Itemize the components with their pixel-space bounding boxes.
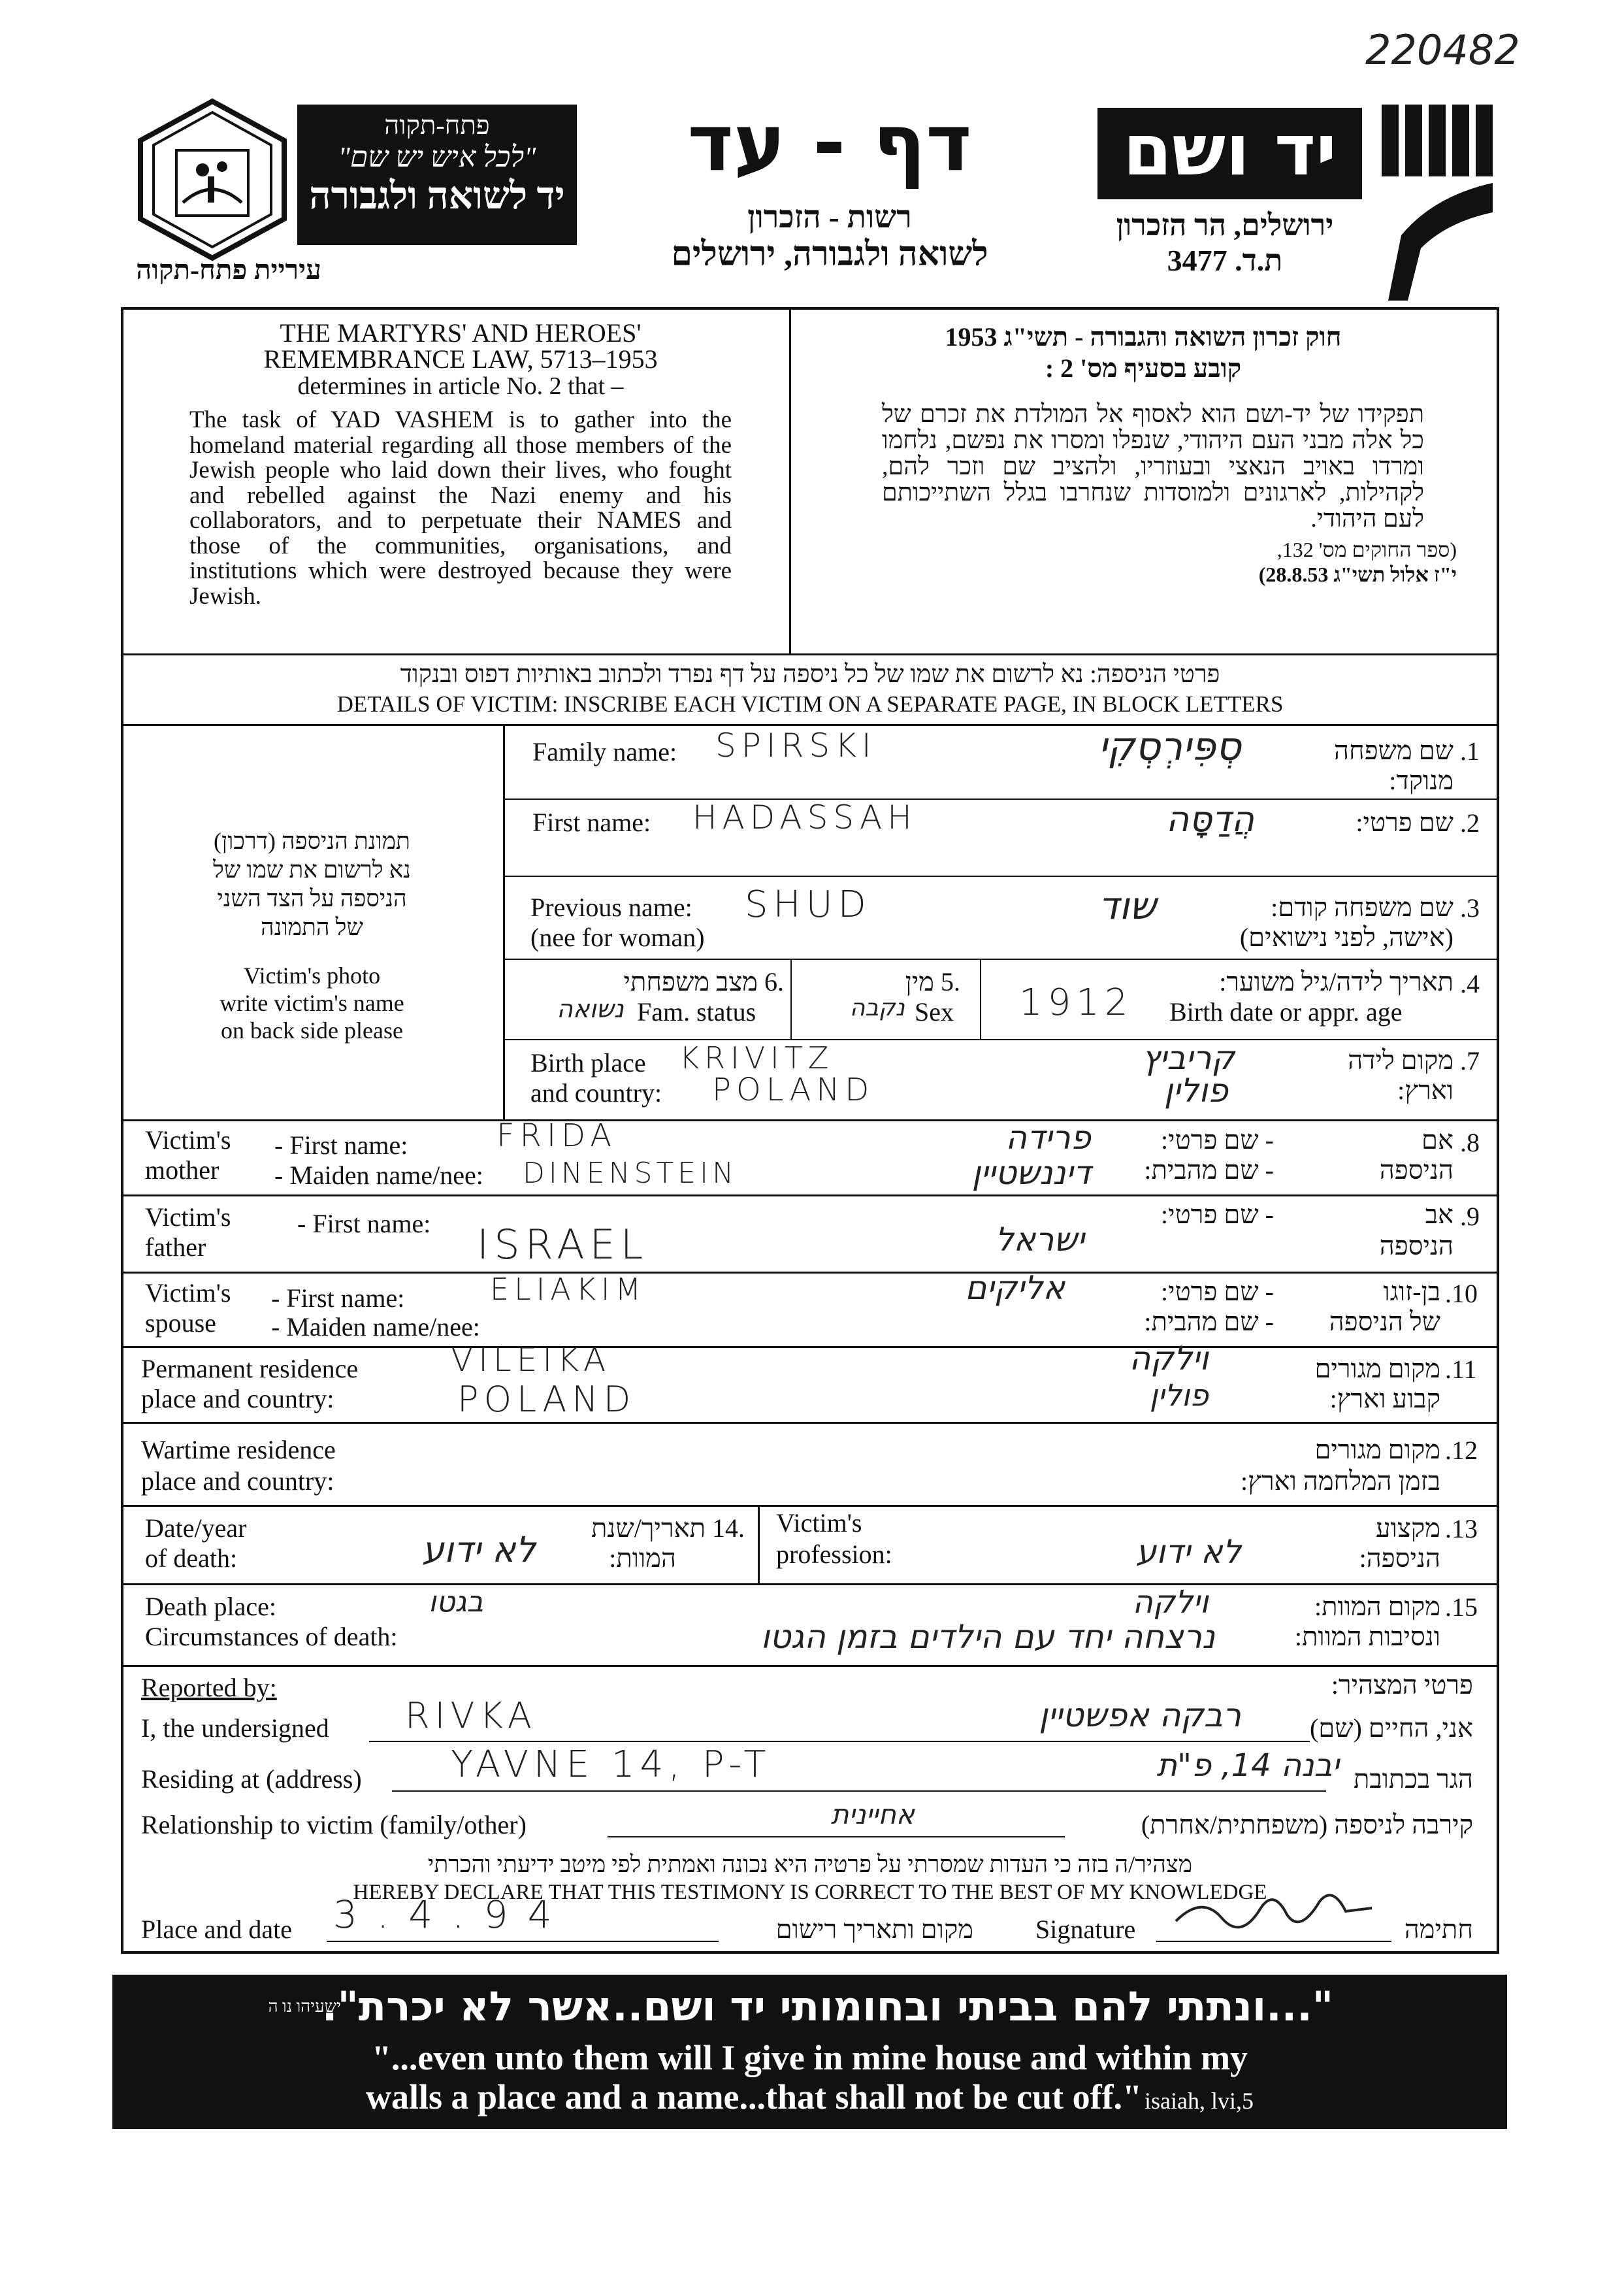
field13-he-label2: הניספה:	[1359, 1543, 1440, 1573]
field13-number: .13	[1445, 1514, 1478, 1543]
city-municipality: עיריית פתח-תקוה	[136, 255, 321, 286]
field1-en-label: Family name:	[532, 737, 677, 766]
field14-en-label2: of death:	[145, 1543, 238, 1573]
reporter-en-rel-label: Relationship to victim (family/other)	[141, 1810, 527, 1839]
footer-en-ref: isaiah, lvi,5	[1145, 2088, 1254, 2114]
photo-he2: נא לרשום את שמו של	[213, 857, 411, 883]
field9-en-label1: Victim's	[145, 1202, 231, 1232]
law-english	[189, 320, 732, 609]
photo-en1: Victim's photo	[243, 963, 381, 989]
document-number: 220482	[1365, 26, 1520, 74]
reporter-he-title: פרטי המצהיר:	[1331, 1670, 1473, 1700]
reporter-rel-line	[608, 1836, 1065, 1837]
city-yad: יד לשואה ולגבורה	[309, 174, 565, 217]
field8-en-maiden-label: - Maiden name/nee:	[274, 1161, 483, 1190]
city-name: פתח-תקוה	[384, 110, 490, 140]
field12-number: .12	[1445, 1436, 1478, 1465]
field9-he-label2: הניספה	[1379, 1231, 1453, 1260]
field4-en-label: Birth date or appr. age	[1169, 997, 1403, 1027]
field6-he-label: מצב משפחתי	[623, 967, 758, 996]
field11-en-label1: Permanent residence	[141, 1354, 359, 1383]
details-bottom-line	[121, 724, 1499, 726]
field1-value-he[interactable]: סְפִּירְסְקִי	[1098, 724, 1241, 770]
law-he-ref2: י"ז אלול תשי"ג 28.8.53)	[1258, 563, 1457, 586]
footer-he-ref: ישעיהו נו ה	[268, 1997, 341, 2016]
law-he-ref1: (ספר החוקים מס' 132,	[1276, 538, 1457, 561]
field10-en-first-label: - First name:	[271, 1283, 405, 1313]
field8-maiden-value-he[interactable]: דיננשטיין	[971, 1154, 1091, 1192]
reporter-sig-line	[1156, 1941, 1391, 1942]
reporter-addr-line	[392, 1790, 1326, 1792]
field13-he-label1: מקצוע	[1376, 1513, 1440, 1543]
field8-he-first-label: - שם פרטי:	[1161, 1125, 1274, 1155]
field2-number: .2	[1460, 808, 1480, 838]
field1-value[interactable]: SPIRSKI	[715, 727, 877, 765]
field10-he-label2: של הניספה	[1329, 1307, 1440, 1336]
field9-number: .9	[1460, 1202, 1480, 1231]
field15-circumstances-he[interactable]: נרצחה יחד עם הילדים בזמן הגטו	[760, 1618, 1215, 1656]
field4-line	[503, 1039, 1499, 1040]
field11-he-label1: מקום מגורים	[1314, 1354, 1440, 1383]
field10-line	[121, 1346, 1499, 1348]
field11-value2-he[interactable]: פולין	[1149, 1377, 1209, 1413]
reporter-place-line	[327, 1941, 719, 1942]
field1-he-label1: שם משפחה	[1334, 736, 1453, 765]
field10-en-label2: spouse	[145, 1308, 216, 1338]
field8-he-label2: הניספה	[1379, 1155, 1453, 1185]
field8-number: .8	[1460, 1128, 1480, 1157]
field14-he-label2: המוות:	[609, 1543, 676, 1573]
field5-value[interactable]: נקבה	[849, 995, 905, 1021]
reporter-he-rel-label: קירבה לניספה (משפחתית/אחרת)	[1141, 1810, 1473, 1839]
field13-value-he[interactable]: לא ידוע	[1135, 1533, 1241, 1571]
field8-he-label1: אם	[1421, 1125, 1453, 1155]
field14-he-label: תאריך/שנת	[591, 1513, 706, 1543]
field12-line	[121, 1505, 1499, 1507]
reporter-he-addr-label: הגר בכתובת	[1354, 1764, 1473, 1794]
law-divider	[789, 307, 791, 653]
field13-en-label1: Victim's	[776, 1508, 862, 1538]
field3-en-label2: (nee for woman)	[530, 923, 705, 952]
reporter-addr-value[interactable]: YAVNE 14, P-T	[451, 1743, 771, 1786]
footer-en-line2-text: walls a place and a name...that shall not be cut off."	[365, 2077, 1143, 2116]
footer-band	[112, 1975, 1507, 2129]
field11-value2[interactable]: POLAND	[457, 1379, 636, 1420]
field10-he-first-label: - שם פרטי:	[1161, 1277, 1274, 1306]
field13-line	[121, 1583, 1499, 1585]
field6-en-label: Fam. status	[637, 997, 756, 1027]
details-english: DETAILS OF VICTIM: INSCRIBE EACH VICTIM ON A SEPARATE PAGE, IN BLOCK LETTERS	[336, 691, 1284, 717]
field10-he-maiden-label: - שם מהבית:	[1144, 1307, 1274, 1336]
field10-first-value-he[interactable]: אליקים	[965, 1269, 1065, 1307]
field9-he-first-label: - שם פרטי:	[1161, 1200, 1274, 1229]
reporter-date-value[interactable]: 3.4.94	[333, 1892, 572, 1937]
field15-en-label2: Circumstances of death:	[145, 1622, 398, 1651]
field7-value1[interactable]: KRIVITZ	[679, 1040, 834, 1076]
field15-number: .15	[1445, 1592, 1478, 1622]
photo-instructions-en	[131, 962, 493, 1044]
field14-he-label1	[549, 1513, 745, 1543]
field9-en-first-label: - First name:	[297, 1209, 431, 1238]
field8-first-value-he[interactable]: פרידה	[1005, 1119, 1091, 1157]
field11-he-label2: קבוע וארץ:	[1329, 1384, 1440, 1413]
footer-en-line2	[112, 2077, 1507, 2117]
field10-number: .10	[1445, 1279, 1478, 1308]
field4-number: .4	[1460, 969, 1480, 998]
field12-he-label2: בזמן המלחמה וארץ:	[1241, 1466, 1440, 1496]
photo-he4: של התמונה	[261, 914, 363, 940]
field5-label-he	[849, 967, 960, 997]
field9-first-value[interactable]: ISRAEL	[477, 1221, 649, 1268]
yad-vashem-flame-logo	[1369, 98, 1506, 307]
reporter-en-declaration: HEREBY DECLARE THAT THIS TESTIMONY IS CORRECT TO THE BEST OF MY KNOWLEDGE	[353, 1881, 1267, 1904]
field3-number: .3	[1460, 893, 1480, 923]
field3-value[interactable]: SHUD	[745, 883, 871, 926]
field5-left-divider	[790, 959, 792, 1039]
field7-he-label2: וארץ:	[1397, 1076, 1453, 1105]
field6-number: .6	[764, 967, 784, 996]
law-he-title2: קובע בסעיף מס' 2 :	[1045, 354, 1242, 383]
center-line1: רשות - הזכרון	[747, 200, 912, 235]
reporter-en-sig-label: Signature	[1035, 1915, 1136, 1944]
reporter-en-title: Reported by:	[141, 1673, 277, 1702]
field9-he-label1: אב	[1425, 1200, 1453, 1229]
details-hebrew: פרטי הניספה: נא לרשום את שמו של כל ניספה על דף נפרד ולכתוב באותיות דפוס ובנקוד	[400, 661, 1220, 688]
field1-he-label2: מנוקד:	[1389, 766, 1453, 795]
reporter-he-declaration: מצהיר/ה בזה כי העדות שמסרתי על פרטיה היא נכונה ואמתית לפי מיטב ידיעתי והכרתי	[427, 1851, 1193, 1877]
law-en-title1: THE MARTYRS' AND HEROES'	[280, 318, 641, 348]
field3-he-label2: (אישה, לפני נישואים)	[1239, 923, 1453, 952]
law-he-body: תפקידו של יד-ושם הוא לאסוף אל המולדת את זכרם של כל אלה מבני העם היהודי, שנפלו ומסרו את נפשם, נלחמו ומרדו באויב הנאצי ובעוזריו, ולהציב שם וזכר להם, לקהילות, לארגונים ולמוסדות שנחרבו בגלל השתייכותם לעם היהודי.	[882, 401, 1424, 533]
field7-number: .7	[1460, 1046, 1480, 1076]
law-he-title1: חוק זכרון השואה והגבורה - תשי"ג 1953	[945, 322, 1342, 352]
field12-en-label1: Wartime residence	[141, 1435, 336, 1464]
field2-en-label: First name:	[532, 808, 651, 837]
reporter-signature[interactable]	[1163, 1882, 1385, 1941]
field6-label-he	[608, 967, 784, 997]
field14-number: .14	[712, 1513, 745, 1543]
law-en-title3: determines in article No. 2 that –	[297, 372, 624, 400]
law-en-title2: REMEMBRANCE LAW, 5713–1953	[263, 344, 658, 374]
field13-en-label2: profession:	[776, 1539, 892, 1569]
yad-vashem-line2: ת.ד. 3477	[1167, 244, 1283, 277]
yad-vashem-logo-text: יד ושם	[1122, 110, 1337, 191]
field2-line	[503, 876, 1499, 877]
photo-en3: on back side please	[221, 1017, 403, 1044]
field2-he-label: שם פרטי:	[1356, 808, 1453, 837]
field12-en-label2: place and country:	[141, 1466, 334, 1496]
field3-he-label1: שם משפחה קודם:	[1271, 893, 1453, 922]
field10-en-maiden-label: - Maiden name/nee:	[271, 1312, 480, 1342]
field7-line	[121, 1119, 1499, 1121]
field8-en-label2: mother	[145, 1155, 219, 1185]
reporter-name-value[interactable]: RIVKA	[405, 1695, 537, 1736]
form-title: דף - עד	[687, 98, 972, 189]
field7-en-label1: Birth place	[530, 1048, 646, 1078]
photo-instructions-he	[131, 827, 493, 942]
reporter-en-addr-label: Residing at (address)	[141, 1764, 362, 1794]
field7-value2[interactable]: POLAND	[712, 1072, 875, 1108]
reporter-addr-he-value[interactable]: יבנה 14, פ"ת	[1156, 1747, 1339, 1784]
city-slogan: "לכל איש יש שם"	[338, 141, 536, 173]
field4-value[interactable]: 1912	[1019, 981, 1133, 1024]
field15-place2-he[interactable]: בגטו	[428, 1585, 483, 1619]
field7-en-label2: and country:	[530, 1078, 662, 1108]
field2-value[interactable]: HADASSAH	[692, 798, 917, 836]
field15-line	[121, 1665, 1499, 1667]
field4-he-label: תאריך לידה/גיל משוער:	[1219, 967, 1453, 996]
reporter-he-place-label: מקום ותאריך רישום	[775, 1915, 973, 1944]
reporter-rel-value[interactable]: אחיינית	[830, 1798, 915, 1830]
footer-he-verse: "...ונתתי להם בביתי ובחומותי יד ושם..אשר לא יכרת".	[321, 1983, 1334, 2030]
field9-line	[121, 1272, 1499, 1274]
field3-value-he[interactable]: שוד	[1098, 883, 1156, 928]
field7-he-label1: מקום לידה	[1348, 1045, 1453, 1075]
city-black-box	[297, 105, 577, 245]
field8-first-value[interactable]: FRIDA	[496, 1117, 617, 1154]
field8-he-maiden-label: - שם מהבית:	[1144, 1155, 1274, 1185]
field12-he-label1: מקום מגורים	[1314, 1435, 1440, 1464]
field15-en-label1: Death place:	[145, 1592, 276, 1621]
city-emblem	[137, 98, 287, 261]
field5-en-label: Sex	[915, 997, 954, 1027]
reporter-he-sig-label: חתימה	[1404, 1915, 1473, 1944]
field5-right-divider	[980, 959, 981, 1039]
field11-value1-he[interactable]: וילקה	[1129, 1340, 1209, 1377]
field3-line	[503, 959, 1499, 960]
field9-first-value-he[interactable]: ישראל	[995, 1221, 1084, 1259]
field8-line	[121, 1194, 1499, 1196]
field10-en-label1: Victim's	[145, 1278, 231, 1308]
field14-en-label1: Date/year	[145, 1513, 247, 1543]
field8-en-first-label: - First name:	[274, 1130, 408, 1160]
photo-he3: הניספה על הצד השני	[217, 885, 407, 912]
field14-divider	[758, 1505, 760, 1583]
field15-he-label2: ונסיבות המוות:	[1294, 1622, 1440, 1651]
field8-maiden-value[interactable]: DINENSTEIN	[523, 1157, 738, 1190]
field9-en-label2: father	[145, 1232, 206, 1262]
field7-value1-he[interactable]: קריביץ	[1142, 1039, 1235, 1077]
field11-line	[121, 1422, 1499, 1424]
photo-he1: תמונת הניספה (דרכון)	[213, 828, 411, 854]
field6-value[interactable]: נשואה	[557, 995, 624, 1023]
reporter-name-he-value[interactable]: רבקה אפשטיין	[1039, 1696, 1241, 1734]
field11-number: .11	[1445, 1355, 1477, 1384]
field10-first-value[interactable]: ELIAKIM	[490, 1272, 647, 1307]
field5-number: .5	[941, 967, 960, 996]
law-en-body: The task of YAD VASHEM is to gather into the homeland material regarding all those members of the Jewish people who laid down their lives, who fought and rebelled against the Nazi enemy and his collaborators, and to perpetuate their NAMES and those of the communities, organisations, and institutions which were destroyed because they were Jewish.	[189, 406, 732, 610]
reporter-en-name-label: I, the undersigned	[141, 1713, 329, 1743]
photo-divider	[503, 724, 505, 1119]
law-bottom-line	[121, 653, 1499, 655]
law-hebrew	[830, 321, 1457, 587]
field7-value2-he[interactable]: פולין	[1163, 1072, 1228, 1110]
field10-he-label1: בן-זוגו	[1383, 1277, 1440, 1306]
field2-value-he[interactable]: הֲדַסָּה	[1165, 798, 1254, 840]
field8-en-label1: Victim's	[145, 1125, 231, 1155]
field14-value-he[interactable]: לא ידוע	[421, 1529, 536, 1570]
footer-en-line1: "...even unto them will I give in mine house and within my	[371, 2038, 1248, 2077]
reporter-name-line	[369, 1741, 1310, 1742]
field11-en-label2: place and country:	[141, 1384, 334, 1413]
field1-line	[503, 798, 1499, 800]
center-line2: לשואה ולגבורה, ירושלים	[671, 236, 988, 273]
yad-vashem-line1: ירושלים, הר הזכרון	[1116, 208, 1334, 242]
field15-he-label1: מקום המוות:	[1314, 1592, 1440, 1621]
reporter-en-place-label: Place and date	[141, 1915, 292, 1944]
photo-en2: write victim's name	[219, 990, 404, 1016]
field5-he-label: מין	[905, 967, 934, 996]
reporter-he-name-label: אני, החיים (שם)	[1309, 1713, 1473, 1743]
field1-number: .1	[1460, 736, 1480, 766]
field3-en-label1: Previous name:	[530, 893, 692, 922]
field11-value1[interactable]: VILEIKA	[451, 1341, 611, 1379]
field15-place-he[interactable]: וילקה	[1132, 1584, 1209, 1621]
